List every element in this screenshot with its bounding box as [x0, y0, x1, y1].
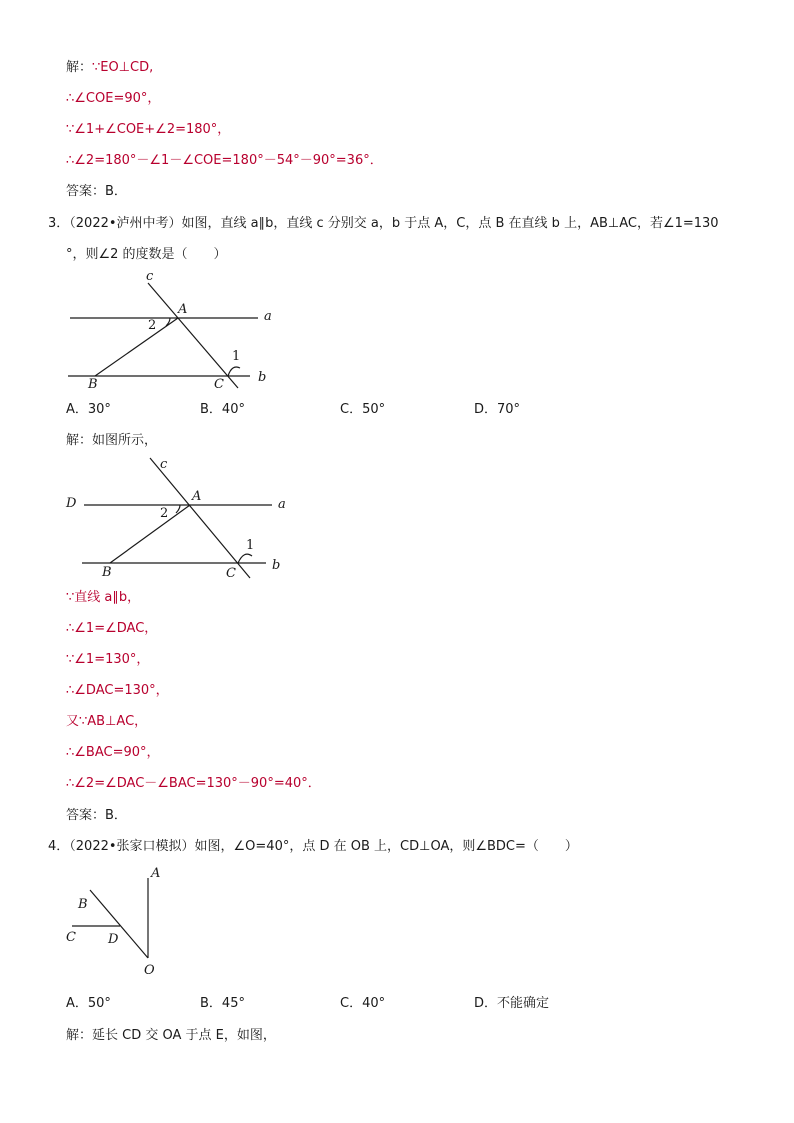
solution-intro: 解：如图所示， — [66, 433, 158, 448]
segment-ob — [90, 890, 148, 958]
label-1: 1 — [232, 349, 241, 364]
label-a: a — [264, 309, 272, 324]
solution-step: ∵直线 a∥b， — [66, 590, 141, 605]
label-C: C — [226, 566, 236, 581]
label-D: D — [66, 496, 77, 511]
option-d[interactable]: D．70° — [474, 402, 521, 417]
option-b[interactable]: B．40° — [200, 402, 245, 417]
label-B: B — [102, 565, 112, 580]
solution-intro: 解：延长 CD 交 OA 于点 E，如图， — [66, 1028, 276, 1043]
label-B: B — [78, 897, 88, 912]
label-O: O — [144, 963, 155, 978]
option-a[interactable]: A．30° — [66, 402, 111, 417]
label-c: c — [146, 269, 154, 284]
option-c[interactable]: C．40° — [340, 996, 386, 1011]
label-2: 2 — [160, 506, 169, 521]
label-1: 1 — [246, 538, 255, 553]
solution-step: ∴∠1=∠DAC， — [66, 621, 158, 636]
option-c[interactable]: C．50° — [340, 402, 386, 417]
question-4-text: 4．（2022•张家口模拟）如图，∠O=40°，点 D 在 OB 上，CD⊥OA，则∠BDC=（ ） — [48, 839, 578, 854]
solution-step: ∵∠1+∠COE+∠2=180°， — [66, 122, 231, 137]
solution-step: ∵∠1=130°， — [66, 652, 150, 667]
option-a[interactable]: A．50° — [66, 996, 111, 1011]
label-B: B — [88, 377, 98, 392]
solution-step: ∴∠COE=90°， — [66, 91, 161, 106]
option-d[interactable]: D．不能确定 — [474, 996, 550, 1011]
solution-prefix: 解： — [66, 60, 93, 75]
label-D: D — [108, 932, 119, 947]
label-A: A — [151, 866, 161, 881]
label-A: A — [178, 302, 188, 317]
answer-line: 答案：B． — [66, 808, 127, 823]
label-C: C — [214, 377, 224, 392]
label-b: b — [258, 370, 267, 385]
solution-step: ∴∠2=180°－∠1－∠COE=180°－54°－90°=36°． — [66, 153, 383, 168]
label-2: 2 — [148, 318, 157, 333]
answer-line: 答案：B． — [66, 184, 127, 199]
solution-step: ∴∠BAC=90°， — [66, 745, 160, 760]
option-b[interactable]: B．45° — [200, 996, 245, 1011]
solution-step: 又∵AB⊥AC， — [66, 714, 148, 729]
label-b: b — [272, 558, 281, 573]
label-a: a — [278, 497, 286, 512]
solution-step: ∴∠DAC=130°， — [66, 683, 169, 698]
solution-step: ∵EO⊥CD, — [92, 60, 154, 75]
solution-step: ∴∠2=∠DAC－∠BAC=130°－90°=40°． — [66, 776, 321, 791]
question-3-text: 3．（2022•泸州中考）如图，直线 a∥b，直线 c 分别交 a，b 于点 A，C，点 B 在直线 b 上，AB⊥AC，若∠1=130 — [48, 216, 719, 231]
label-A: A — [192, 489, 202, 504]
label-C: C — [66, 930, 76, 945]
label-c: c — [160, 457, 168, 472]
question-3-text-cont: °，则∠2 的度数是（ ） — [66, 247, 227, 262]
